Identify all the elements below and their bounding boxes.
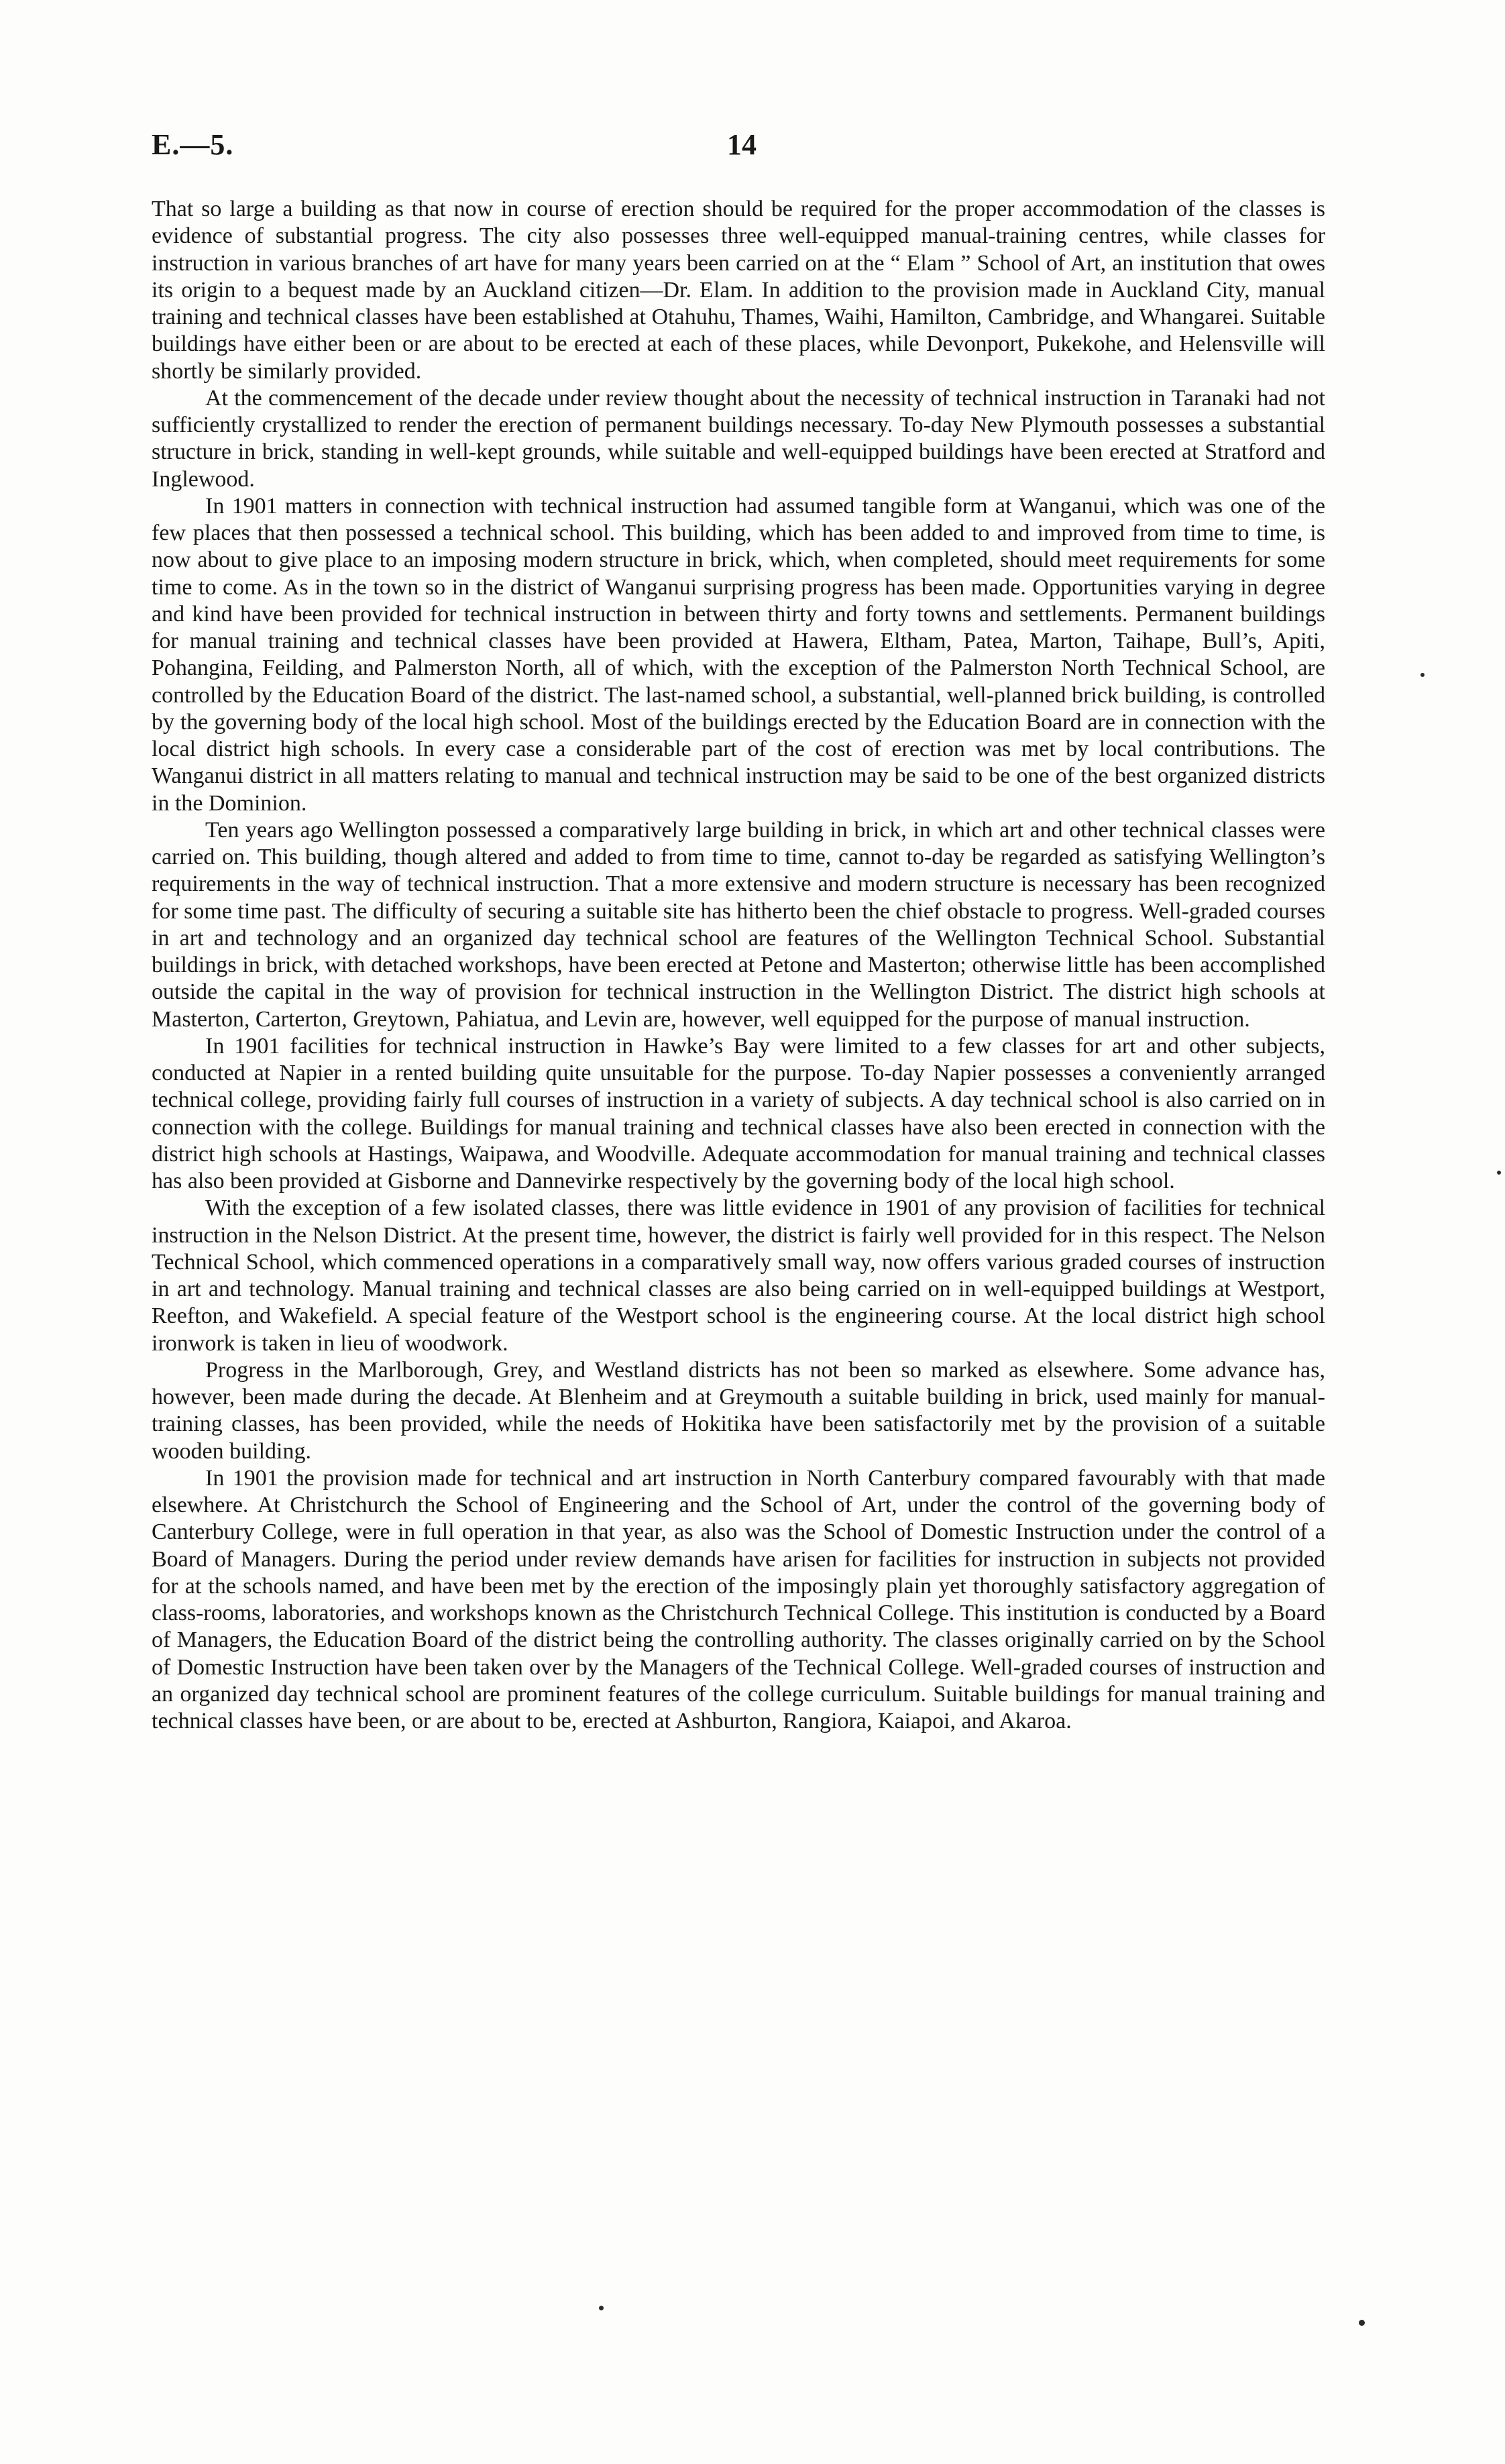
paragraph-nelson: With the exception of a few isolated classes, there was little evidence in 1901 of any provision of facilities for technical instruction in the Nelson District. At the present time, however, the district is fairly well provided for in this respect. The Nelson Technical School, which commenced operations in a comparatively small way, now offers various graded courses of instruction in art and technology. Manual training and technical classes are also being carried on in well-equipped buildings at Westport, Reefton, and Wakefield. A special feature of the Westport school is the engineering course. At the local district high school ironwork is taken in lieu of woodwork. [152, 1195, 1325, 1356]
scan-speck [599, 2306, 604, 2310]
paragraph-hawkes-bay: In 1901 facilities for technical instruction in Hawke’s Bay were limited to a few classes for art and other subjects, conducted at Napier in a rented building quite unsuitable for the purpose. To-day Napier possesses a conveniently arranged technical college, providing fairly full courses of instruction in a variety of subjects. A day technical school is also carried on in connection with the college. Buildings for manual training and technical classes have also been erected in connection with the district high schools at Hastings, Waipawa, and Woodville. Adequate accommodation for manual training and technical classes has also been provided at Gisborne and Dannevirke respectively by the governing body of the local high school. [152, 1033, 1325, 1193]
paragraph-taranaki: At the commencement of the decade under review thought about the necessity of technical instruction in Taranaki had not sufficiently crystallized to render the erection of permanent buildings necessary. To-day New Plymouth possesses a substantial structure in brick, standing in well-kept grounds, while suitable and well-equipped buildings have been erected at Stratford and Inglewood. [152, 385, 1325, 492]
document-reference: E.—5. [152, 128, 234, 161]
paragraph-marlborough-grey-westland: Progress in the Marlborough, Grey, and Westland districts has not been so marked as elsewhere. Some advance has, however, been made during the decade. At Blenheim and at Greymouth a suitable building in brick, used mainly for manual-training classes, has been provided, while the needs of Hokitika have been satisfactorily met by the provision of a suitable wooden building. [152, 1357, 1325, 1464]
page-header [152, 127, 1325, 168]
scan-speck [1497, 1171, 1501, 1175]
paragraph-north-canterbury: In 1901 the provision made for technical and art instruction in North Canterbury compared favourably with that made elsewhere. At Christchurch the School of Engineering and the School of Art, under the control of the governing body of Canterbury College, were in full operation in that year, as also was the School of Domestic Instruction under the control of a Board of Managers. During the period under review demands have arisen for facilities for instruction in subjects not provided for at the schools named, and have been met by the erection of the imposingly plain yet thoroughly satisfactory aggregation of class-rooms, laboratories, and workshops known as the Christchurch Technical College. This institution is conducted by a Board of Managers, the Education Board of the district being the controlling authority. The classes originally carried on by the School of Domestic Instruction have been taken over by the Managers of the Technical College. Well-graded courses of instruction and an organized day technical school are prominent features of the college curriculum. Suitable buildings for manual training and technical classes have been, or are about to be, erected at Ashburton, Rangiora, Kaiapoi, and Akaroa. [152, 1465, 1325, 1733]
scan-speck [1359, 2320, 1365, 2326]
paragraph-wellington: Ten years ago Wellington possessed a comparatively large building in brick, in which art and other technical classes were carried on. This building, though altered and added to from time to time, cannot to-day be regarded as satisfying Wellington’s requirements in the way of technical instruction. That a more extensive and modern structure is necessary has been recognized for some time past. The difficulty of securing a suitable site has hitherto been the chief obstacle to progress. Well-graded courses in art and technology and an organized day technical school are features of the Wellington Technical School. Substantial buildings in brick, with detached workshops, have been erected at Petone and Masterton; otherwise little has been accomplished outside the capital in the way of provision for technical instruction in the Wellington District. The district high schools at Masterton, Carterton, Greytown, Pahiatua, and Levin are, however, well equipped for the purpose of manual instruction. [152, 817, 1325, 1032]
page-number: 14 [727, 128, 757, 161]
body-text [152, 196, 1325, 1735]
paragraph-auckland-continued: That so large a building as that now in course of erection should be required for the proper accommodation of the classes is evidence of substantial progress. The city also possesses three well-equipped manual-training centres, while classes for instruction in various branches of art have for many years been carried on at the “ Elam ” School of Art, an institution that owes its origin to a bequest made by an Auckland citizen—Dr. Elam. In addition to the provision made in Auckland City, manual training and technical classes have been established at Otahuhu, Thames, Waihi, Hamilton, Cambridge, and Whangarei. Suitable buildings have either been or are about to be erected at each of these places, while Devonport, Pukekohe, and Helensville will shortly be similarly provided. [152, 197, 1325, 384]
paragraph-wanganui: In 1901 matters in connection with technical instruction had assumed tangible form at Wanganui, which was one of the few places that then possessed a technical school. This building, which has been added to and improved from time to time, is now about to give place to an imposing modern structure in brick, which, when completed, should meet requirements for some time to come. As in the town so in the district of Wanganui surprising progress has been made. Opportunities varying in degree and kind have been provided for technical instruction in between thirty and forty towns and settlements. Permanent buildings for manual training and technical classes have been provided at Hawera, Eltham, Patea, Marton, Taihape, Bull’s, Apiti, Pohangina, Feilding, and Palmerston North, all of which, with the exception of the Palmerston North Technical School, are controlled by the Education Board of the district. The last-named school, a substantial, well-planned brick building, is controlled by the governing body of the local high school. Most of the buildings erected by the Education Board are in connection with the local district high schools. In every case a considerable part of the cost of erection was met by local contributions. The Wanganui district in all matters relating to manual and technical instruction may be said to be one of the best organized districts in the Dominion. [152, 493, 1325, 816]
scan-speck [1420, 673, 1425, 677]
